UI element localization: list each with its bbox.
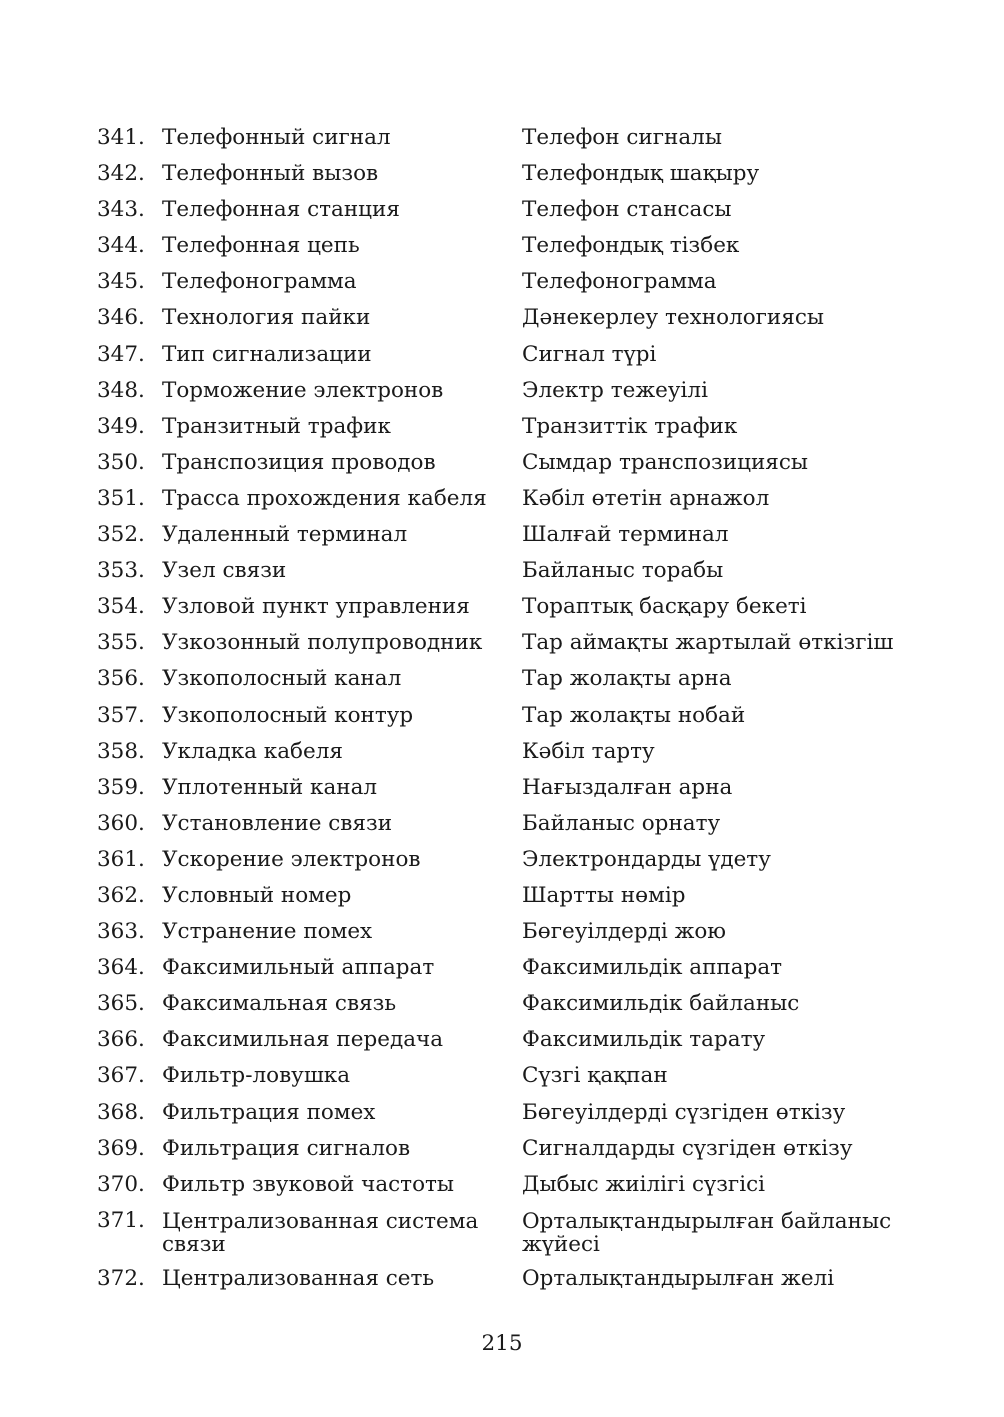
entry-number: 346.	[97, 305, 145, 331]
glossary-row	[0, 914, 1004, 950]
russian-term: Фильтр-ловушка	[162, 1063, 351, 1089]
kazakh-term: Нағыздалған арна	[522, 774, 733, 800]
glossary-row	[0, 950, 1004, 986]
entry-number: 352.	[97, 522, 145, 548]
glossary-row	[0, 842, 1004, 878]
kazakh-term: Транзиттік трафик	[522, 413, 738, 439]
russian-term: Тип сигнализации	[162, 341, 372, 367]
kazakh-term: Телефондық шақыру	[522, 161, 760, 187]
glossary-row	[0, 806, 1004, 842]
russian-term: Узкополосный контур	[162, 702, 414, 728]
glossary-row	[0, 1131, 1004, 1167]
glossary-row	[0, 698, 1004, 734]
glossary-row	[0, 770, 1004, 806]
russian-term: Транзитный трафик	[162, 413, 391, 439]
glossary-row	[0, 1058, 1004, 1094]
russian-term: Фильтр звуковой частоты	[162, 1171, 455, 1197]
russian-term: Уплотенный канал	[162, 774, 378, 800]
russian-term: Телефонный вызов	[162, 161, 379, 187]
kazakh-term: Шалғай терминал	[522, 522, 729, 548]
kazakh-term: Бөгеуілдерді жою	[522, 919, 727, 945]
russian-term: Удаленный терминал	[162, 522, 408, 548]
glossary-row	[0, 1203, 1004, 1261]
glossary-row	[0, 1167, 1004, 1203]
entry-number: 342.	[97, 161, 145, 187]
kazakh-term: Байланыс орнату	[522, 810, 721, 836]
glossary-row	[0, 1261, 1004, 1297]
kazakh-term: Телефон сигналы	[522, 125, 722, 150]
glossary-row	[0, 625, 1004, 661]
entry-number: 372.	[97, 1265, 145, 1291]
entry-number: 356.	[97, 666, 145, 692]
glossary-row	[0, 986, 1004, 1022]
russian-term: Ускорение электронов	[162, 846, 421, 872]
entry-number: 361.	[97, 846, 145, 872]
kazakh-term: Дәнекерлеу технологиясы	[522, 305, 824, 331]
russian-term: Фильтрация помех	[162, 1099, 376, 1125]
kazakh-term: Телефон стансасы	[522, 197, 732, 223]
glossary-row	[0, 228, 1004, 264]
glossary-row	[0, 734, 1004, 770]
entry-number: 348.	[97, 377, 145, 403]
entry-number: 354.	[97, 594, 145, 620]
glossary-row	[0, 337, 1004, 373]
kazakh-term: Сымдар транспозициясы	[522, 449, 808, 475]
entry-number: 347.	[97, 341, 145, 367]
glossary-row	[0, 409, 1004, 445]
kazakh-term: Электр тежеуілі	[522, 377, 708, 403]
russian-term: Централизованная система связи	[162, 1208, 479, 1257]
kazakh-term: Тар жолақты арна	[522, 666, 732, 692]
kazakh-term: Телефондық тізбек	[522, 233, 740, 259]
entry-number: 370.	[97, 1171, 145, 1197]
entry-number: 349.	[97, 413, 145, 439]
kazakh-term: Бөгеуілдерді сүзгіден өткізу	[522, 1099, 846, 1125]
kazakh-term: Орталықтандырылған байланыс жүйесі	[522, 1208, 892, 1257]
kazakh-term: Сүзгі қақпан	[522, 1063, 668, 1089]
russian-term: Укладка кабеля	[162, 738, 343, 764]
glossary-row	[0, 120, 1004, 156]
entry-number: 350.	[97, 449, 145, 475]
kazakh-term: Тар аймақты жартылай өткізгіш	[522, 630, 894, 656]
glossary-row	[0, 373, 1004, 409]
entry-number: 355.	[97, 630, 145, 656]
entry-number: 365.	[97, 991, 145, 1017]
russian-term: Телефонный сигнал	[162, 125, 391, 150]
glossary-row	[0, 156, 1004, 192]
entry-number: 351.	[97, 485, 145, 511]
entry-number: 359.	[97, 774, 145, 800]
russian-term: Централизованная сеть	[162, 1265, 435, 1291]
glossary-row	[0, 481, 1004, 517]
glossary-row	[0, 264, 1004, 300]
entry-number: 344.	[97, 233, 145, 259]
glossary-list	[0, 120, 1004, 1297]
entry-number: 358.	[97, 738, 145, 764]
entry-number: 362.	[97, 882, 145, 908]
entry-number: 353.	[97, 558, 145, 584]
kazakh-term: Факсимильдік байланыс	[522, 991, 800, 1017]
russian-term: Узкозонный полупроводник	[162, 630, 483, 656]
russian-term: Факсимильный аппарат	[162, 955, 435, 981]
russian-term: Узкополосный канал	[162, 666, 402, 692]
glossary-row	[0, 300, 1004, 336]
russian-term: Фильтрация сигналов	[162, 1135, 411, 1161]
russian-term: Узел связи	[162, 558, 287, 584]
russian-term: Торможение электронов	[162, 377, 444, 403]
glossary-row	[0, 589, 1004, 625]
entry-number: 341.	[97, 125, 145, 150]
russian-term: Трасса прохождения кабеля	[162, 485, 487, 511]
entry-number: 366.	[97, 1027, 145, 1053]
kazakh-term: Сигнал түрі	[522, 341, 657, 367]
entry-number: 360.	[97, 810, 145, 836]
russian-term: Факсимильная передача	[162, 1027, 444, 1053]
kazakh-term: Кәбіл тарту	[522, 738, 655, 764]
entry-number: 343.	[97, 197, 145, 223]
kazakh-term: Факсимильдік тарату	[522, 1027, 766, 1053]
glossary-row	[0, 878, 1004, 914]
entry-number: 363.	[97, 919, 145, 945]
russian-term: Телефонная станция	[162, 197, 400, 223]
kazakh-term: Сигналдарды сүзгіден өткізу	[522, 1135, 853, 1161]
russian-term: Технология пайки	[162, 305, 371, 331]
russian-term: Условный номер	[162, 882, 352, 908]
glossary-row	[0, 517, 1004, 553]
kazakh-term: Телефонограмма	[522, 269, 717, 295]
russian-term: Факсимальная связь	[162, 991, 397, 1017]
entry-number: 367.	[97, 1063, 145, 1089]
kazakh-term: Тар жолақты нобай	[522, 702, 746, 728]
russian-term: Транспозиция проводов	[162, 449, 436, 475]
kazakh-term: Кәбіл өтетін арнажол	[522, 485, 770, 511]
glossary-row	[0, 661, 1004, 697]
glossary-row	[0, 1022, 1004, 1058]
kazakh-term: Электрондарды үдету	[522, 846, 771, 872]
glossary-row	[0, 445, 1004, 481]
russian-term: Устранение помех	[162, 919, 373, 945]
page-number: 215	[481, 1331, 523, 1356]
entry-number: 357.	[97, 702, 145, 728]
russian-term: Телефонная цепь	[162, 233, 360, 259]
kazakh-term: Байланыс торабы	[522, 558, 724, 584]
russian-term: Установление связи	[162, 810, 393, 836]
kazakh-term: Шартты нөмір	[522, 882, 686, 908]
russian-term: Узловой пункт управления	[162, 594, 470, 620]
glossary-row	[0, 1095, 1004, 1131]
entry-number: 364.	[97, 955, 145, 981]
kazakh-term: Дыбыс жиілігі сүзгісі	[522, 1171, 765, 1197]
entry-number: 368.	[97, 1099, 145, 1125]
entry-number: 345.	[97, 269, 145, 295]
kazakh-term: Факсимильдік аппарат	[522, 955, 783, 981]
kazakh-term: Тораптық басқару бекеті	[522, 594, 807, 620]
glossary-row	[0, 192, 1004, 228]
glossary-row	[0, 553, 1004, 589]
entry-number: 371.	[97, 1207, 145, 1233]
russian-term: Телефонограмма	[162, 269, 357, 295]
kazakh-term: Орталықтандырылған желі	[522, 1265, 835, 1291]
entry-number: 369.	[97, 1135, 145, 1161]
